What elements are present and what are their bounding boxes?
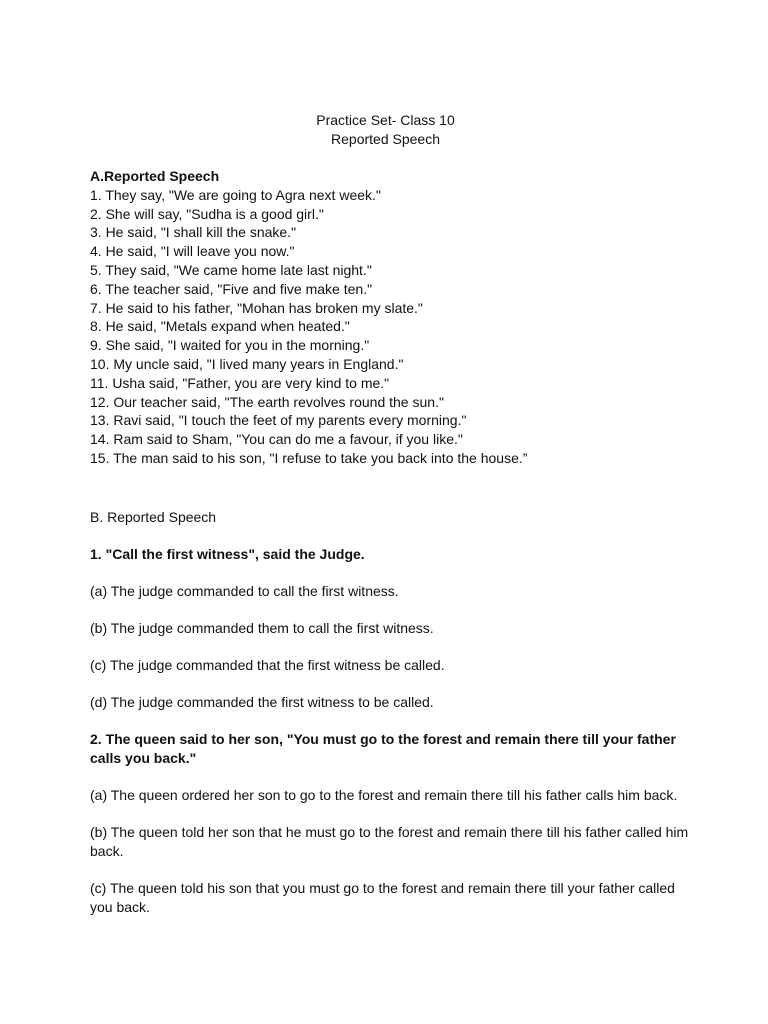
document-page <box>90 111 690 917</box>
list-item: 4. He said, "I will leave you now." <box>90 243 295 260</box>
list-item: 9. She said, "I waited for you in the morning." <box>90 337 370 354</box>
option-1c: (c) The judge commanded that the first witness be called. <box>90 656 445 673</box>
list-item: 3. He said, "I shall kill the snake." <box>90 224 297 241</box>
option-2c: (c) The queen told his son that you must go to the forest and remain there till your father called you back. <box>90 879 675 915</box>
list-item: 2. She will say, "Sudha is a good girl." <box>90 205 324 222</box>
list-item: 1. They say, "We are going to Agra next week." <box>90 186 381 203</box>
list-item: 12. Our teacher said, "The earth revolves round the sun." <box>90 393 444 410</box>
section-a <box>90 167 690 468</box>
list-item: 15. The man said to his son, "I refuse to take you back into the house.” <box>90 449 528 466</box>
option-1d: (d) The judge commanded the first witness to be called. <box>90 693 434 710</box>
list-item: 13. Ravi said, "I touch the feet of my parents every morning." <box>90 412 467 429</box>
page-subtitle: Reported Speech <box>331 131 440 147</box>
question-1: 1. "Call the first witness", said the Judge. <box>90 545 365 562</box>
option-2a: (a) The queen ordered her son to go to the forest and remain there till his father calls him back. <box>90 786 678 803</box>
page-title: Practice Set- Class 10 <box>316 112 455 128</box>
section-b-heading: B. Reported Speech <box>90 508 217 525</box>
option-1a: (a) The judge commanded to call the first witness. <box>90 582 399 599</box>
option-1b: (b) The judge commanded them to call the first witness. <box>90 619 434 636</box>
section-b <box>90 508 690 917</box>
list-item: 8. He said, "Metals expand when heated." <box>90 318 350 335</box>
list-item: 10. My uncle said, "I lived many years in England." <box>90 355 404 372</box>
question-2: 2. The queen said to her son, "You must go to the forest and remain there till your father calls you back." <box>90 730 676 766</box>
title-block <box>81 111 690 149</box>
list-item: 5. They said, "We came home late last night." <box>90 261 372 278</box>
section-a-heading: A.Reported Speech <box>90 168 220 184</box>
list-item: 11. Usha said, "Father, you are very kind to me." <box>90 374 390 391</box>
list-item: 14. Ram said to Sham, "You can do me a favour, if you like." <box>90 431 463 448</box>
option-2b: (b) The queen told her son that he must go to the forest and remain there till his father called him back. <box>90 823 689 859</box>
list-item: 6. The teacher said, "Five and five make ten." <box>90 280 373 297</box>
list-item: 7. He said to his father, "Mohan has broken my slate." <box>90 299 423 316</box>
